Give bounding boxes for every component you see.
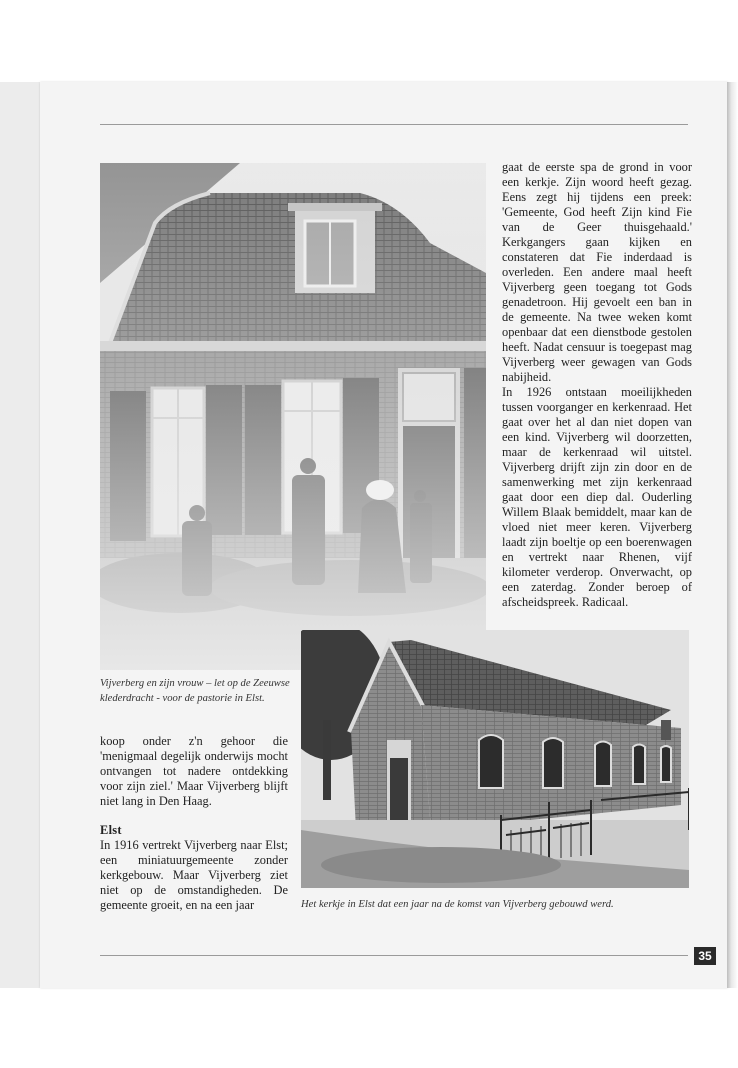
photo-kerkje <box>301 630 689 888</box>
bottom-rule <box>100 955 688 956</box>
paragraph: In 1916 vertrekt Vijverberg naar Elst; een miniatuurgemeente zonder kerkgebouw. Maar Vijverberg ziet niet op de omstandigheden. De gemeente groeit, en na een jaar <box>100 838 288 912</box>
text-column-left <box>100 734 288 913</box>
page-number: 35 <box>694 947 716 965</box>
facing-page-edge <box>0 82 41 988</box>
caption-photo-pastorie: Vijverberg en zijn vrouw – let op de Zeeuwse klederdracht - voor de pastorie in Elst. <box>100 678 290 704</box>
photo-pastorie <box>100 163 486 670</box>
page-stack-edge <box>727 82 738 988</box>
caption-photo-kerkje: Het kerkje in Elst dat een jaar na de komst van Vijverberg gebouwd werd. <box>301 899 614 910</box>
paragraph: koop onder z'n gehoor die 'menigmaal degelijk onderwijs mocht ontvangen tot nadere ontdekking voor zijn ziel.' Maar Vijverberg blijft niet lang in Den Haag. <box>100 734 288 808</box>
top-rule <box>100 124 688 125</box>
paragraph: gaat de eerste spa de grond in voor een kerkje. Zijn woord heeft gezag. Eens zegt hij tijdens een preek: 'Gemeente, God heeft Zijn kind Fie van de Geer thuisgehaald.' Kerkgangers gaan kijken en constateren dat Fie inderdaad is overleden. Een andere maal heeft Vijverberg geen toegang tot Gods genadetroon. Hij gevoelt een ban in de gemeente. Na twee weken komt openbaar dat een dienstbode gestolen heeft. Nadat censuur is toegepast mag Vijverberg weer gewagen van Gods nabijheid. <box>502 160 692 384</box>
paragraph: In 1926 ontstaan moeilijkheden tussen voorganger en kerkenraad. Het gaat over het al dan niet dopen van een kind. Vijverberg wil doorzetten, maar de kerkenraad wil uitstel. Vijverberg drijft zijn zin door en de samenwerking met zijn kerkenraad gaat door een diep dal. Ouderling Willem Blaak bemiddelt, maar kan de vloed niet meer keren. Vijverberg laadt zijn boeltje op een boerenwagen en vertrekt naar Rhenen, vijf kilometer verderop. Onverwacht, op een zaterdag. Zonder beroep of afscheidspreek. Radicaal. <box>502 385 692 609</box>
section-heading: Elst <box>100 823 122 837</box>
text-column-right <box>502 160 692 610</box>
